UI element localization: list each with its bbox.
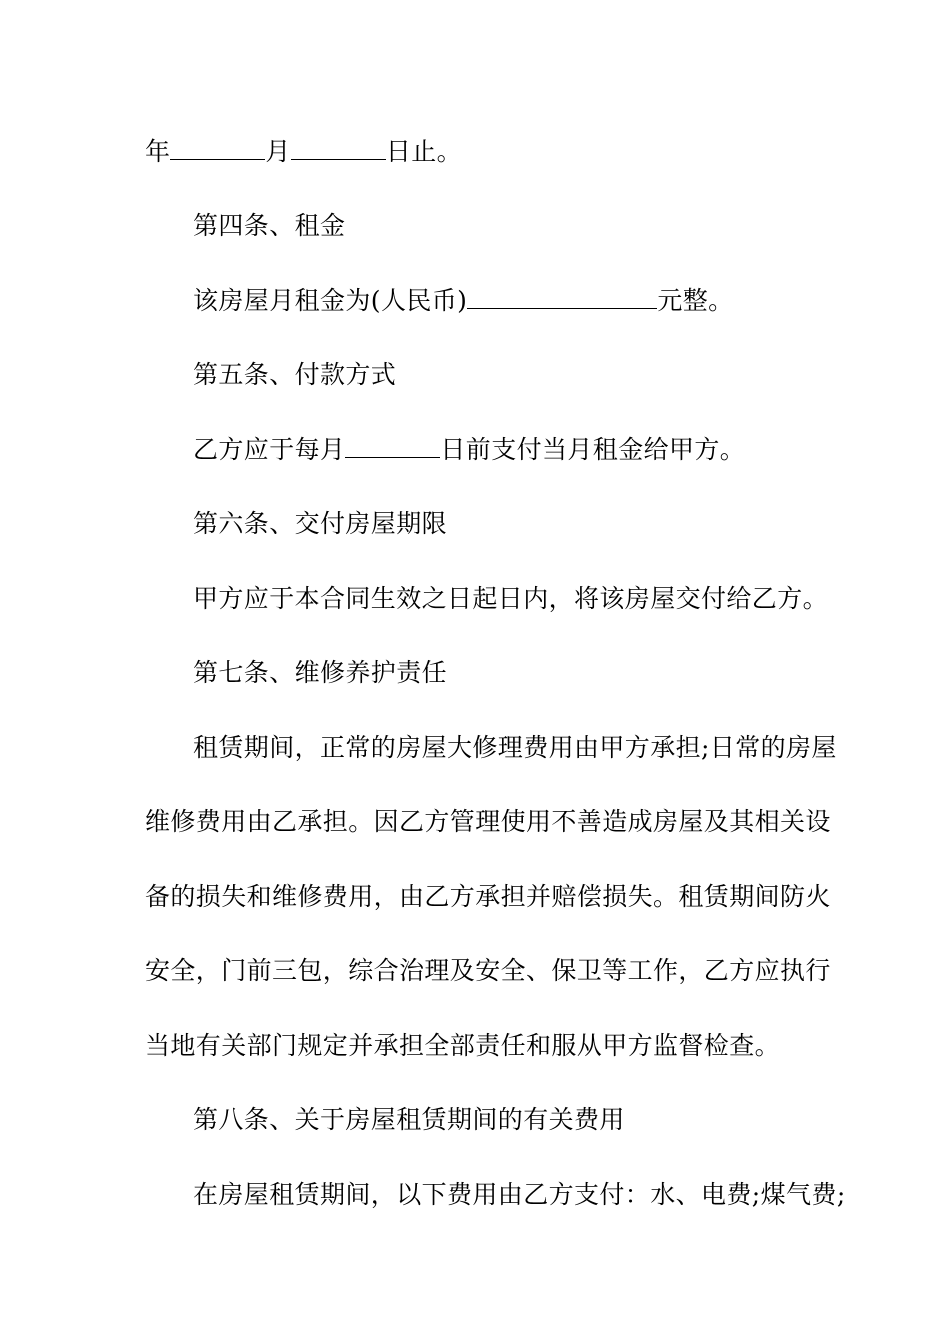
maintenance-paragraph-line-2: 维修费用由乙承担。因乙方管理使用不善造成房屋及其相关设 — [145, 807, 831, 836]
fees-paragraph-line-1: 在房屋租赁期间，以下费用由乙方支付：水、电费;煤气费; — [193, 1180, 846, 1209]
article-4-heading: 第四条、租金 — [193, 211, 346, 240]
year-label: 年 — [145, 137, 171, 166]
delivery-term-line: 甲方应于本合同生效之日起日内，将该房屋交付给乙方。 — [193, 584, 829, 613]
rent-amount-label: 该房屋月租金为(人民币) — [193, 286, 468, 315]
day-end-label: 日止。 — [385, 137, 463, 166]
maintenance-paragraph-line-3: 备的损失和维修费用，由乙方承担并赔偿损失。租赁期间防火 — [145, 882, 831, 911]
rent-amount-suffix: 元整。 — [657, 286, 734, 315]
payment-day-line — [193, 435, 883, 465]
payment-day-blank — [345, 435, 440, 458]
article-6-heading: 第六条、交付房屋期限 — [193, 509, 448, 538]
maintenance-paragraph-line-5: 当地有关部门规定并承担全部责任和服从甲方监督检查。 — [145, 1031, 781, 1060]
article-7-heading: 第七条、维修养护责任 — [193, 658, 448, 687]
payment-day-label: 乙方应于每月 — [193, 435, 346, 464]
month-label: 月 — [265, 137, 291, 166]
payment-day-suffix: 日前支付当月租金给甲方。 — [440, 435, 746, 464]
rent-amount-line — [193, 286, 883, 316]
day-blank — [291, 137, 386, 160]
month-blank — [170, 137, 265, 160]
rent-amount-blank — [467, 286, 657, 309]
lease-end-date-line — [145, 137, 835, 167]
article-8-heading: 第八条、关于房屋租赁期间的有关费用 — [193, 1105, 625, 1134]
maintenance-paragraph-line-1: 租赁期间，正常的房屋大修理费用由甲方承担;日常的房屋 — [193, 733, 837, 762]
maintenance-paragraph-line-4: 安全，门前三包，综合治理及安全、保卫等工作，乙方应执行 — [145, 956, 831, 985]
article-5-heading: 第五条、付款方式 — [193, 360, 397, 389]
